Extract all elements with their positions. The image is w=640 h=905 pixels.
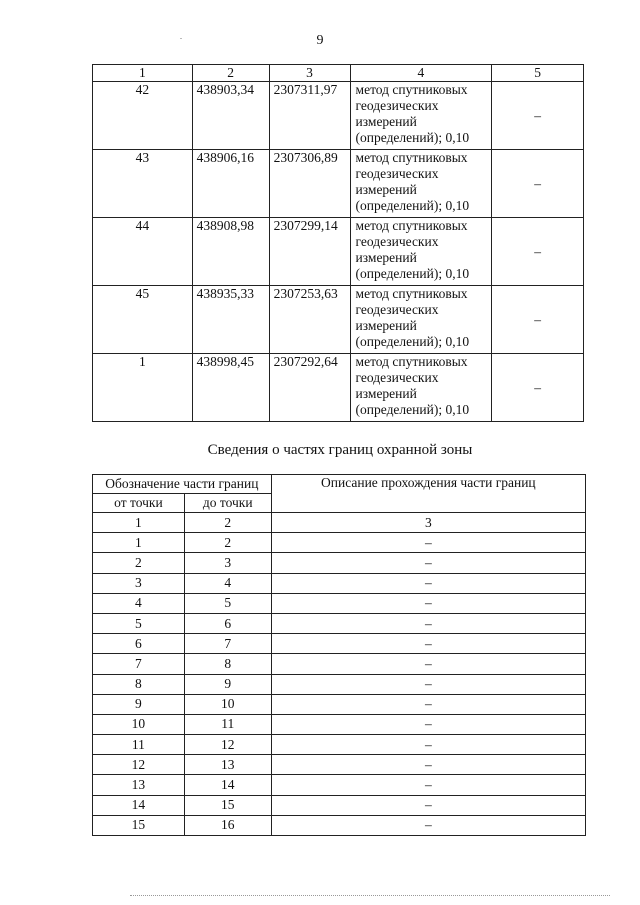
table-row [93,795,586,815]
x-coordinate: 438906,16 [192,150,269,218]
from-point: 14 [93,795,185,815]
boundary-part-designation-header: Обозначение части границ [93,475,272,494]
table-row [93,714,586,734]
measurement-method [350,218,492,286]
from-point: 5 [93,613,185,633]
method-line: измерений [355,250,417,265]
scan-artifact [130,895,610,899]
to-point: 10 [184,694,271,714]
from-point: 7 [93,654,185,674]
y-coordinate: 2307292,64 [269,354,350,422]
to-point: 5 [184,593,271,613]
column-number-header: 1 [93,65,193,82]
point-number: 1 [93,354,193,422]
table-row [93,815,586,835]
part-description: – [271,553,585,573]
coordinates-table [92,64,584,422]
to-point: 13 [184,755,271,775]
method-line: измерений [355,318,417,333]
part-description: – [271,593,585,613]
column-number-header: 3 [269,65,350,82]
method-line: измерений [355,386,417,401]
from-point: 15 [93,815,185,835]
part-description: – [271,613,585,633]
x-coordinate: 438903,34 [192,82,269,150]
point-number: 45 [93,286,193,354]
note-value: – [492,354,584,422]
part-description: – [271,714,585,734]
to-point-header: до точки [184,494,271,513]
table-row [93,613,586,633]
x-coordinate: 438935,33 [192,286,269,354]
y-coordinate: 2307299,14 [269,218,350,286]
part-description: – [271,674,585,694]
column-number: 1 [93,513,185,533]
x-coordinate: 438998,45 [192,354,269,422]
note-value: – [492,82,584,150]
part-description: – [271,735,585,755]
column-number: 3 [271,513,585,533]
table-row [93,593,586,613]
to-point: 3 [184,553,271,573]
part-description: – [271,815,585,835]
method-line: метод спутниковых [355,150,468,165]
method-line: (определений); 0,10 [355,198,470,213]
method-line: измерений [355,114,417,129]
x-coordinate: 438908,98 [192,218,269,286]
method-line: геодезических [355,370,439,385]
to-point: 11 [184,714,271,734]
method-line: геодезических [355,234,439,249]
method-line: метод спутниковых [355,354,468,369]
point-number: 44 [93,218,193,286]
method-line: метод спутниковых [355,218,468,233]
to-point: 7 [184,634,271,654]
table-row [93,775,586,795]
from-point: 12 [93,755,185,775]
method-line: (определений); 0,10 [355,266,470,281]
point-number: 42 [93,82,193,150]
note-value: – [492,286,584,354]
measurement-method [350,286,492,354]
from-point: 6 [93,634,185,654]
table-row [93,694,586,714]
part-description: – [271,573,585,593]
table-row [93,735,586,755]
table-row [93,286,584,354]
part-description: – [271,775,585,795]
boundary-parts-table [92,474,586,836]
table-row [93,553,586,573]
method-line: (определений); 0,10 [355,130,470,145]
part-description: – [271,694,585,714]
table-row [93,634,586,654]
from-point: 4 [93,593,185,613]
to-point: 9 [184,674,271,694]
table-row [93,573,586,593]
method-line: метод спутниковых [355,286,468,301]
method-line: (определений); 0,10 [355,334,470,349]
table-row [93,654,586,674]
table-row [93,82,584,150]
table-row [93,533,586,553]
method-line: (определений); 0,10 [355,402,470,417]
from-point-header: от точки [93,494,185,513]
from-point: 8 [93,674,185,694]
to-point: 8 [184,654,271,674]
to-point: 12 [184,735,271,755]
y-coordinate: 2307311,97 [269,82,350,150]
table-row [93,354,584,422]
method-line: геодезических [355,98,439,113]
method-line: метод спутниковых [355,82,468,97]
measurement-method [350,150,492,218]
from-point: 1 [93,533,185,553]
table-row [93,755,586,775]
y-coordinate: 2307253,63 [269,286,350,354]
part-description: – [271,634,585,654]
to-point: 16 [184,815,271,835]
from-point: 9 [93,694,185,714]
from-point: 11 [93,735,185,755]
to-point: 6 [184,613,271,633]
column-number: 2 [184,513,271,533]
page-number: 9 [316,33,324,48]
part-description: – [271,795,585,815]
table-row [93,674,586,694]
coordinates-header-row [93,65,584,82]
column-number-header: 4 [350,65,492,82]
measurement-method [350,354,492,422]
parts-numbering-row [93,513,586,533]
point-number: 43 [93,150,193,218]
column-number-header: 2 [192,65,269,82]
table-row [93,150,584,218]
parts-header-row [93,475,586,494]
section-title: Сведения о частях границ охранной зоны [207,442,473,458]
from-point: 2 [93,553,185,573]
method-line: геодезических [355,166,439,181]
method-line: измерений [355,182,417,197]
column-number-header: 5 [492,65,584,82]
method-line: геодезических [355,302,439,317]
part-description: – [271,654,585,674]
note-value: – [492,218,584,286]
y-coordinate: 2307306,89 [269,150,350,218]
measurement-method [350,82,492,150]
note-value: – [492,150,584,218]
to-point: 2 [184,533,271,553]
part-description: – [271,533,585,553]
table-row [93,218,584,286]
to-point: 15 [184,795,271,815]
from-point: 10 [93,714,185,734]
to-point: 4 [184,573,271,593]
from-point: 3 [93,573,185,593]
to-point: 14 [184,775,271,795]
part-description: – [271,755,585,775]
description-header: Описание прохождения части границ [271,475,585,513]
from-point: 13 [93,775,185,795]
